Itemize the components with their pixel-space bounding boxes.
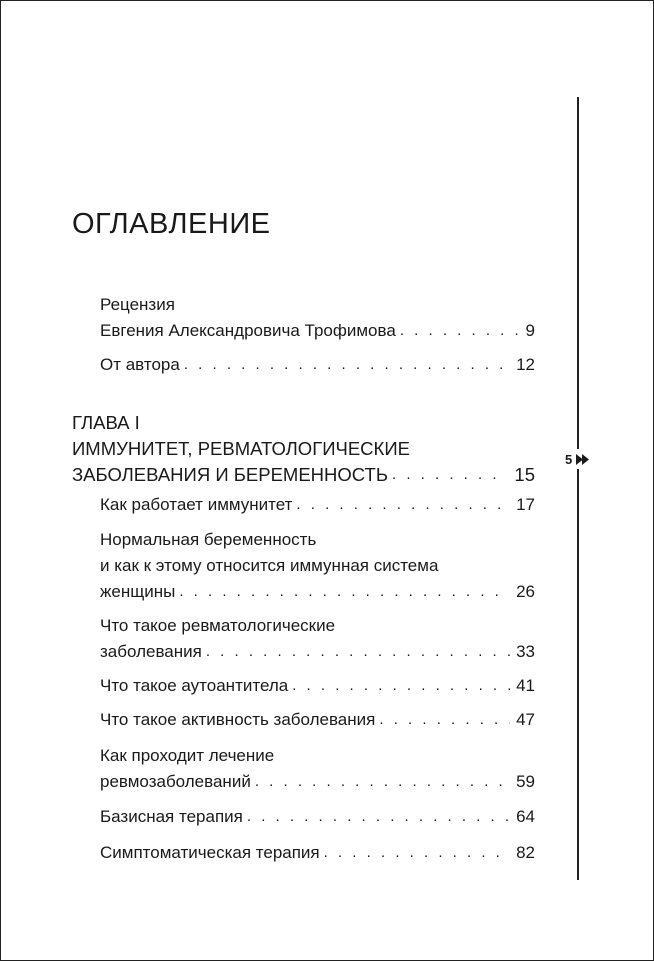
toc-entry-review[interactable] [100, 292, 535, 344]
toc-page-number: 64 [516, 807, 535, 826]
toc-page-number: 59 [516, 772, 535, 791]
toc-entry-line: женщины [100, 582, 176, 601]
toc-page-number: 15 [514, 464, 535, 485]
toc-entry-line: От автора [100, 355, 180, 374]
dot-leader [179, 579, 510, 605]
toc-entry-line: Евгения Александровича Трофимова [100, 321, 396, 340]
toc-chapter-1[interactable] [72, 410, 535, 488]
page-marker [561, 449, 601, 469]
toc-entry-line: Симптоматическая терапия [100, 843, 320, 862]
toc-page-number: 26 [516, 582, 535, 601]
toc-page-number: 17 [516, 495, 535, 514]
toc-title: ОГЛАВЛЕНИЕ [72, 208, 271, 240]
toc-page-number: 41 [516, 676, 535, 695]
toc-entry-line: ревмозаболеваний [100, 772, 251, 791]
chapter-label: ГЛАВА I [72, 412, 140, 433]
toc-page-number: 12 [516, 355, 535, 374]
toc-entry-line: и как к этому относится иммунная система [100, 556, 439, 575]
toc-entry-basic-therapy[interactable] [100, 804, 535, 830]
chapter-title-line: ИММУНИТЕТ, РЕВМАТОЛОГИЧЕСКИЕ [72, 438, 410, 459]
toc-entry-line: Рецензия [100, 295, 175, 314]
toc-entry-line: заболевания [100, 642, 202, 661]
dot-leader [292, 673, 510, 699]
dot-leader [255, 769, 510, 795]
toc-entry-symptomatic-therapy[interactable] [100, 840, 535, 866]
toc-page-number: 47 [516, 710, 535, 729]
toc-page-number: 33 [516, 642, 535, 661]
toc-entry-line: Как проходит лечение [100, 746, 275, 765]
dot-leader [206, 639, 510, 665]
toc-entry-foreword[interactable] [100, 352, 535, 378]
toc-entry-disease-activity[interactable] [100, 707, 535, 733]
dot-leader [324, 840, 510, 866]
toc-entry-pregnancy[interactable] [100, 527, 535, 605]
toc-page-number: 9 [525, 321, 535, 340]
toc-entry-autoantibodies[interactable] [100, 673, 535, 699]
dot-leader [392, 462, 508, 488]
dot-leader [296, 492, 510, 518]
page-number: 5 [565, 451, 573, 467]
toc-entry-rheumatic-diseases[interactable] [100, 613, 535, 665]
toc-entry-treatment[interactable] [100, 743, 535, 795]
side-rule [577, 97, 579, 880]
dot-leader [184, 352, 510, 378]
double-arrow-right-icon [576, 454, 590, 465]
toc-entry-line: Базисная терапия [100, 807, 243, 826]
dot-leader [379, 707, 510, 733]
toc-entry-line: Что такое ревматологические [100, 616, 336, 635]
toc-entry-line: Как работает иммунитет [100, 495, 293, 514]
toc-entry-line: Что такое активность заболевания [100, 710, 376, 729]
toc-entry-immunity[interactable] [100, 492, 535, 518]
toc-entry-line: Что такое аутоантитела [100, 676, 289, 695]
dot-leader [247, 804, 510, 830]
toc-entry-line: Нормальная беременность [100, 530, 317, 549]
dot-leader [400, 318, 520, 344]
toc-page-number: 82 [516, 843, 535, 862]
chapter-title-line: ЗАБОЛЕВАНИЯ И БЕРЕМЕННОСТЬ [72, 464, 388, 485]
